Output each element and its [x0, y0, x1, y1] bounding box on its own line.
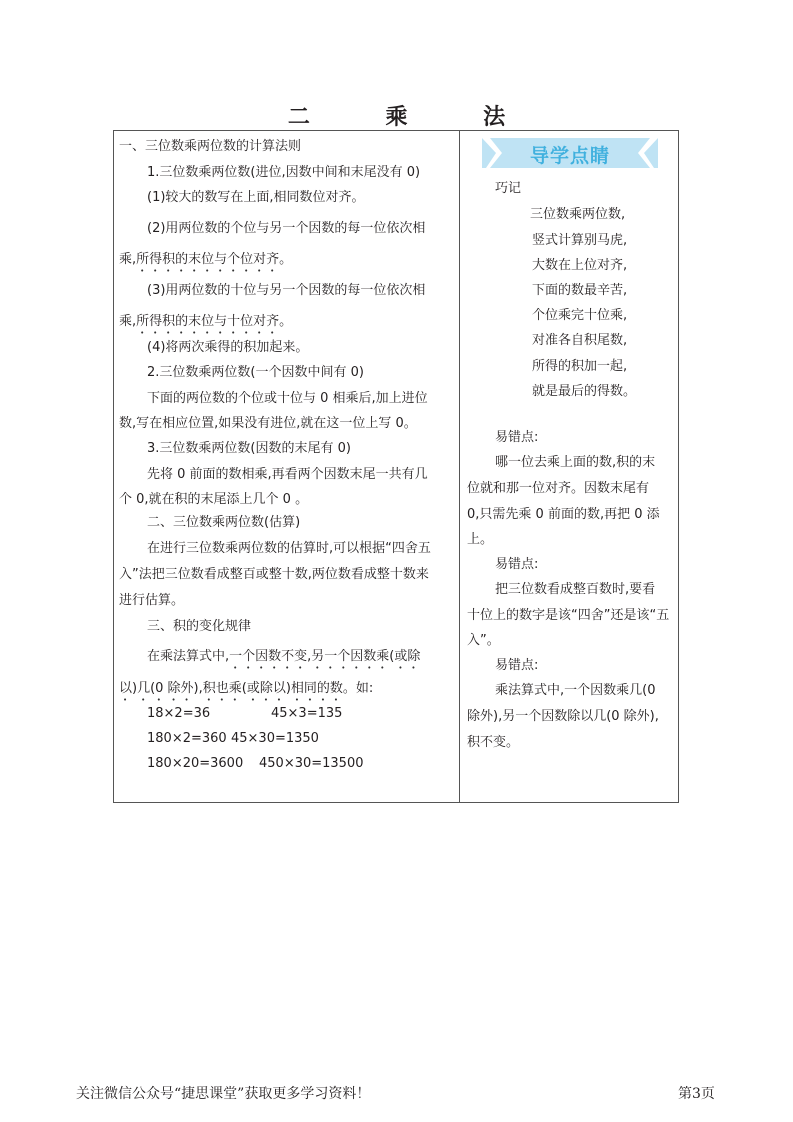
paragraph: [147, 649, 420, 672]
poem-line: 对准各自积尾数,: [532, 333, 628, 348]
error-text: 除外),另一个因数除以几(0 除外),: [467, 709, 659, 724]
error-text: 乘法算式中,一个因数乘几(0: [495, 683, 656, 698]
example: 18×2=36: [147, 706, 211, 721]
paragraph: 进行估算。: [119, 593, 185, 608]
section-banner: [482, 138, 658, 168]
text: 在乘法算式中,: [147, 649, 230, 664]
page-title: 二 乘 法: [287, 105, 540, 130]
example: 180×2=360: [147, 731, 227, 746]
subheading-2: 2.三位数乘两位数(一个因数中间有 0): [147, 365, 364, 380]
error-text: 哪一位去乘上面的数,积的末: [495, 455, 656, 470]
error-text: 把三位数看成整百数时,要看: [495, 582, 656, 597]
text: 。: [279, 314, 293, 329]
paragraph: 入”法把三位数看成整百或整十数,两位数看成整十数来: [119, 567, 429, 582]
poem-line: 竖式计算别马虎,: [532, 233, 628, 248]
text: 乘,: [119, 314, 137, 329]
poem-line: 大数在上位对齐,: [532, 258, 628, 273]
paragraph: 在进行三位数乘两位数的估算时,可以根据“四舍五: [147, 541, 431, 556]
paragraph: 个 0,就在积的末尾添上几个 0 。: [119, 492, 309, 507]
error-text: 0,只需先乘 0 前面的数,再把 0 添: [467, 507, 660, 522]
error-text: 位就和那一位对齐。因数末尾有: [467, 481, 650, 496]
step-3: (3)用两位数的十位与另一个因数的每一位依次相: [147, 283, 426, 298]
poem-line: 三位数乘两位数,: [530, 207, 626, 222]
subheading-3: 3.三位数乘两位数(因数的末尾有 0): [147, 441, 351, 456]
footer-promo: 关注微信公众号“捷思课堂”获取更多学习资料！: [76, 1086, 371, 1102]
emphasis-text: 一个因数不变,另一个因数乘(或除: [229, 649, 421, 664]
step-2-cont: [119, 252, 292, 275]
poem-line: 下面的数最辛苦,: [532, 283, 628, 298]
emphasis-text: 以)几(0 除外),积也乘(或除以)相同的数: [119, 681, 343, 696]
subheading-1: 1.三位数乘两位数(进位,因数中间和末尾没有 0): [147, 165, 421, 180]
example: 450×30=13500: [259, 756, 364, 771]
example: 45×3=135: [271, 706, 343, 721]
poem-line: 所得的积加一起,: [532, 359, 628, 374]
error-label: 易错点:: [495, 658, 539, 673]
error-text: 入”。: [467, 633, 500, 648]
paragraph: 数,写在相应位置,如果没有进位,就在这一位上写 0。: [119, 416, 417, 431]
example: 45×30=1350: [231, 731, 319, 746]
step-1: (1)较大的数写在上面,相同数位对齐。: [147, 190, 365, 205]
error-label: 易错点:: [495, 557, 539, 572]
example: 180×20=3600: [147, 756, 244, 771]
emphasis-text: 所得积的末位与个位对齐: [136, 252, 280, 267]
text: 。如:: [342, 681, 374, 696]
mnemonic-label: 巧记: [495, 181, 522, 196]
emphasis-text: 所得积的末位与十位对齐: [136, 314, 280, 329]
paragraph: 下面的两位数的个位或十位与 0 相乘后,加上进位: [147, 391, 428, 406]
error-text: 上。: [467, 532, 494, 547]
error-text: 积不变。: [467, 735, 520, 750]
error-label: 易错点:: [495, 430, 539, 445]
poem-line: 就是最后的得数。: [532, 384, 637, 399]
paragraph: [119, 681, 373, 704]
page-number: 第3页: [678, 1086, 715, 1102]
banner-title: 导学点睛: [529, 145, 610, 167]
step-4: (4)将两次乘得的积加起来。: [147, 340, 309, 355]
heading-2: 二、三位数乘两位数(估算): [147, 515, 301, 530]
heading-1: 一、三位数乘两位数的计算法则: [119, 139, 302, 154]
heading-3: 三、积的变化规律: [147, 619, 252, 634]
column-divider: [459, 130, 460, 803]
paragraph: 先将 0 前面的数相乘,再看两个因数末尾一共有几: [147, 467, 428, 482]
text: 乘,: [119, 252, 137, 267]
step-2: (2)用两位数的个位与另一个因数的每一位依次相: [147, 221, 426, 236]
text: 。: [279, 252, 293, 267]
poem-line: 个位乘完十位乘,: [532, 308, 628, 323]
step-3-cont: [119, 314, 292, 337]
error-text: 十位上的数字是该“四舍”还是该“五: [467, 608, 670, 623]
